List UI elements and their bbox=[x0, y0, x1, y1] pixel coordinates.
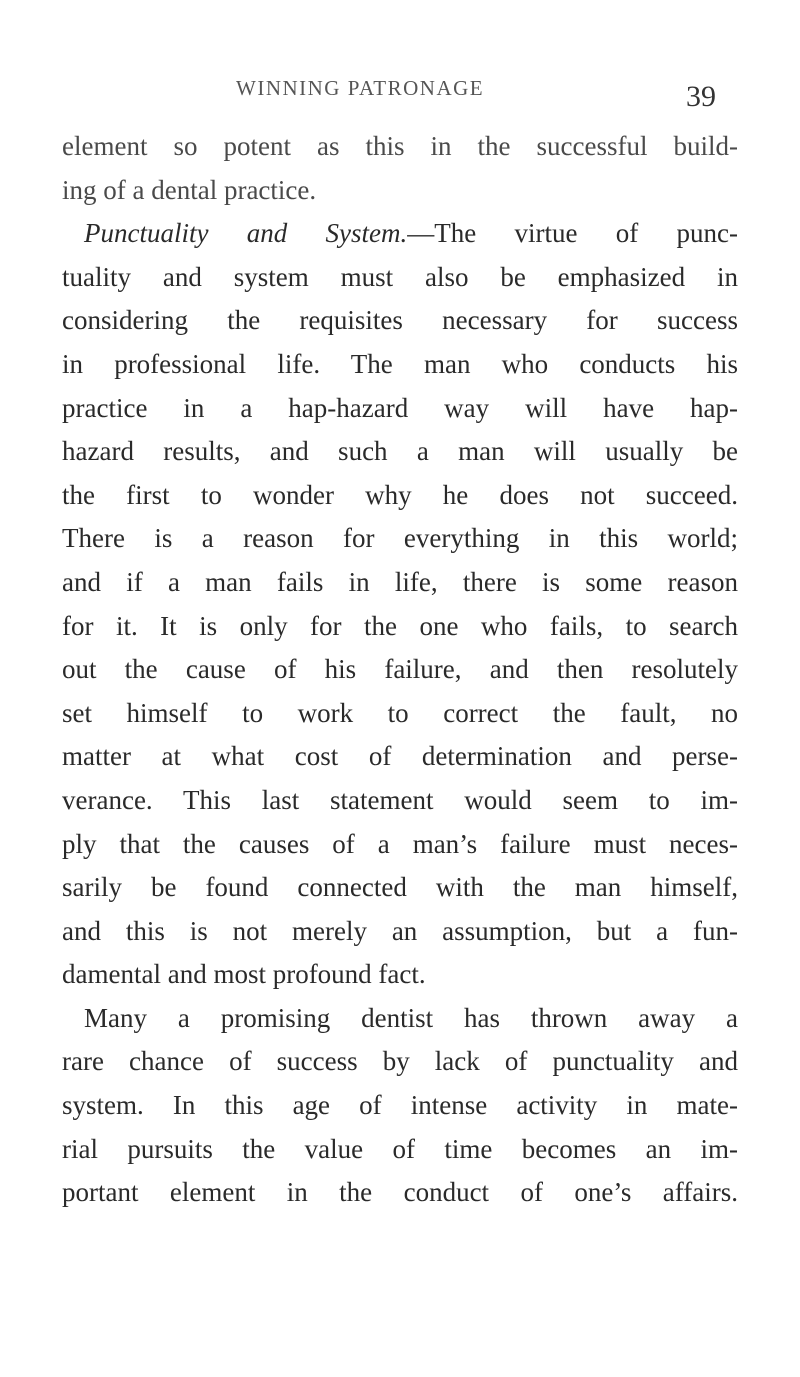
text-line: and this is not merely an assumption, but a fun- bbox=[62, 915, 738, 946]
page-number: 39 bbox=[686, 80, 716, 113]
text-line: considering the requisites necessary for success bbox=[62, 305, 738, 336]
text-line: element so potent as this in the successful build- bbox=[62, 131, 738, 161]
text-line: rare chance of success by lack of punctuality and bbox=[62, 1046, 738, 1077]
text-line: the first to wonder why he does not succeed. bbox=[62, 479, 738, 510]
text-line-rest: —The virtue of punc- bbox=[407, 218, 738, 249]
body-text bbox=[62, 125, 738, 1215]
text-line: out the cause of his failure, and then resolutely bbox=[62, 654, 738, 685]
text-line: matter at what cost of determination and perse- bbox=[62, 741, 738, 772]
running-title: WINNING PATRONAGE bbox=[236, 76, 485, 100]
text-line: in professional life. The man who conducts his bbox=[62, 348, 738, 379]
section-heading: Punctuality and System. bbox=[84, 218, 408, 249]
text-line: sarily be found connected with the man himself, bbox=[62, 872, 738, 903]
text-line: hazard results, and such a man will usually be bbox=[62, 436, 738, 467]
text-line: portant element in the conduct of one’s affairs. bbox=[62, 1177, 738, 1208]
text-line: for it. It is only for the one who fails, to search bbox=[62, 610, 738, 641]
text-line: Many a promising dentist has thrown away a bbox=[84, 1002, 738, 1033]
text-line: rial pursuits the value of time becomes an im- bbox=[62, 1133, 738, 1164]
running-head bbox=[0, 76, 800, 116]
text-line: There is a reason for everything in this world; bbox=[62, 523, 738, 554]
text-line: and if a man fails in life, there is some reason bbox=[62, 566, 738, 597]
text-line: practice in a hap-hazard way will have hap- bbox=[62, 392, 738, 423]
text-line: verance. This last statement would seem to im- bbox=[62, 784, 738, 815]
text-line-with-heading bbox=[62, 212, 738, 256]
text-line: ply that the causes of a man’s failure must neces- bbox=[62, 828, 738, 859]
text-line: system. In this age of intense activity in mate- bbox=[62, 1090, 738, 1121]
text-line: tuality and system must also be emphasized in bbox=[62, 261, 738, 292]
text-line: ing of a dental practice. bbox=[62, 174, 317, 205]
text-line: damental and most profound fact. bbox=[62, 959, 426, 990]
text-line: set himself to work to correct the fault, no bbox=[62, 697, 738, 728]
